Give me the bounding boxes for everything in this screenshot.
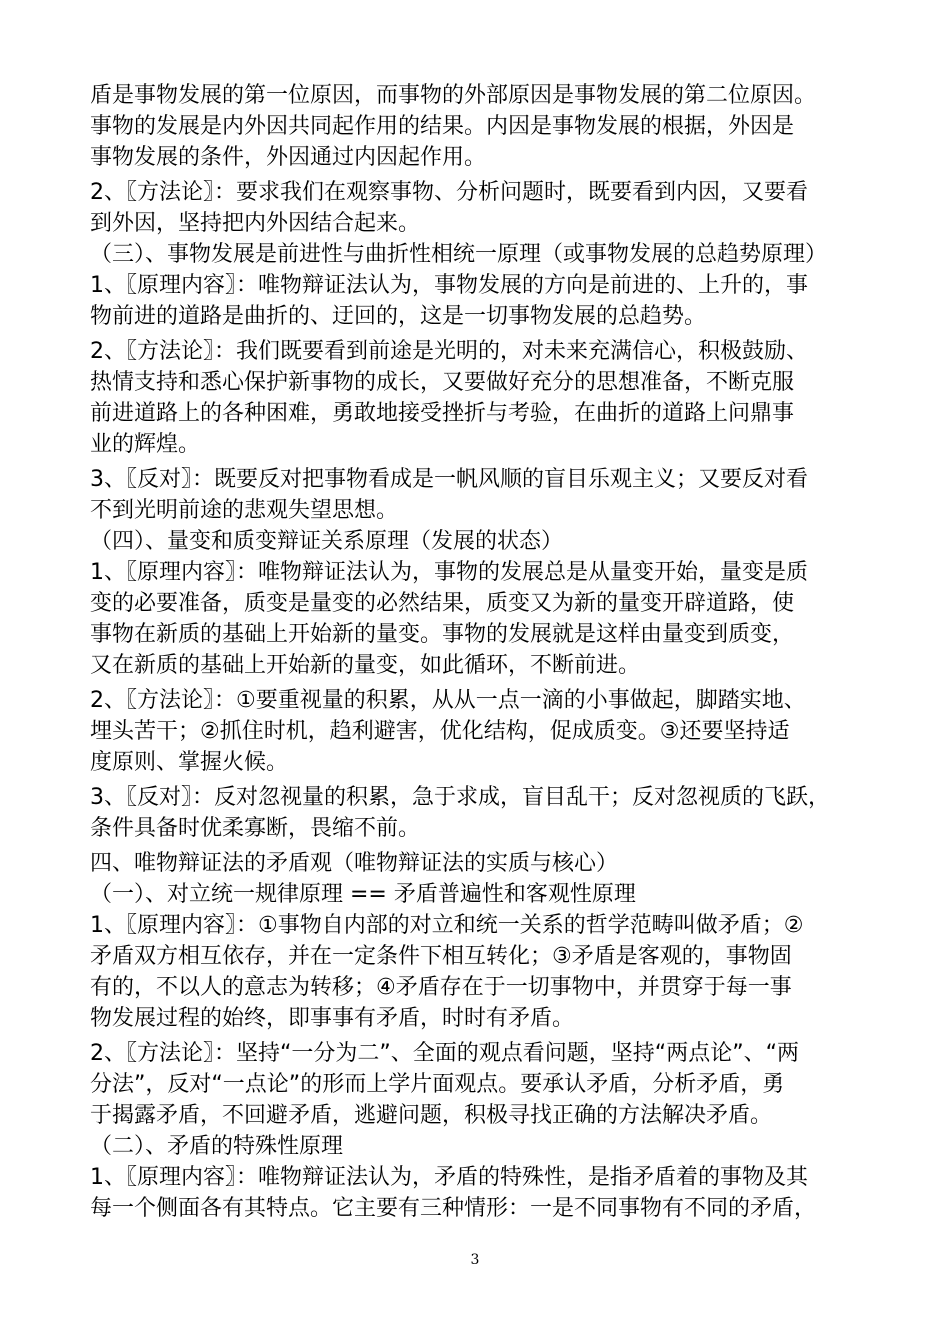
text-line: 于揭露矛盾，不回避矛盾，逃避问题，积极寻找正确的方法解决矛盾。 — [90, 1103, 773, 1128]
section-heading: （三）、事物发展是前进性与曲折性相统一原理（或事物发展的总趋势原理） — [90, 242, 828, 267]
text-line: 2、〖方法论〗：①要重视量的积累，从从一点一滴的小事做起，脚踏实地、 — [90, 688, 806, 713]
document-body — [90, 80, 870, 1224]
text-line: 事物在新质的基础上开始新的量变。事物的发展就是这样由量变到质变， — [90, 622, 795, 647]
text-line: 埋头苦干；②抓住时机，趋利避害，优化结构，促成质变。③还要坚持适 — [90, 719, 790, 744]
text-line: 盾是事物发展的第一位原因，而事物的外部原因是事物发展的第二位原因。 — [90, 83, 817, 108]
text-line: 分法”，反对“一点论”的形而上学片面观点。要承认矛盾，分析矛盾，勇 — [90, 1072, 785, 1097]
text-line: 1、〖原理内容〗：唯物辩证法认为，矛盾的特殊性，是指矛盾着的事物及其 — [90, 1165, 808, 1190]
text-line: 又在新质的基础上开始新的量变，如此循环，不断前进。 — [90, 653, 641, 678]
text-line: 有的，不以人的意志为转移；④矛盾存在于一切事物中，并贯穿于每一事 — [90, 975, 792, 1000]
text-line: 业的辉煌。 — [90, 432, 201, 457]
text-line: 每一个侧面各有其特点。它主要有三种情形：一是不同事物有不同的矛盾， — [90, 1196, 817, 1221]
text-line: 事物发展的条件，外因通过内因起作用。 — [90, 145, 487, 170]
text-line: 1、〖原理内容〗：①事物自内部的对立和统一关系的哲学范畴叫做矛盾；② — [90, 913, 804, 938]
text-line: 2、〖方法论〗：我们既要看到前途是光明的，对未来充满信心，积极鼓励、 — [90, 339, 808, 364]
section-heading: （二）、矛盾的特殊性原理 — [90, 1134, 344, 1159]
text-line: 2、〖方法论〗：坚持“一分为二”、全面的观点看问题，坚持“两点论”、“两 — [90, 1041, 799, 1066]
text-line: 3、〖反对〗：既要反对把事物看成是一帆风顺的盲目乐观主义；又要反对看 — [90, 467, 808, 492]
text-line: 条件具备时优柔寡断，畏缩不前。 — [90, 816, 421, 841]
section-heading: （一）、对立统一规律原理 == 矛盾普遍性和客观性原理 — [90, 882, 636, 907]
text-line: 1、〖原理内容〗：唯物辩证法认为，事物的发展总是从量变开始，量变是质 — [90, 560, 808, 585]
text-line: 3、〖反对〗：反对忽视量的积累，急于求成，盲目乱干；反对忽视质的飞跃， — [90, 785, 830, 810]
text-line: 事物的发展是内外因共同起作用的结果。内因是事物发展的根据，外因是 — [90, 114, 795, 139]
text-line: 物前进的道路是曲折的、迂回的，这是一切事物发展的总趋势。 — [90, 304, 707, 329]
text-line: 不到光明前途的悲观失望思想。 — [90, 498, 399, 523]
text-line: 变的必要准备，质变是量变的必然结果，质变又为新的量变开辟道路，使 — [90, 591, 795, 616]
chapter-heading: 四、唯物辩证法的矛盾观（唯物辩证法的实质与核心） — [90, 851, 619, 876]
text-line: 度原则、掌握火候。 — [90, 750, 289, 775]
text-line: 物发展过程的始终，即事事有矛盾，时时有矛盾。 — [90, 1006, 575, 1031]
text-line: 2、〖方法论〗：要求我们在观察事物、分析问题时，既要看到内因，又要看 — [90, 180, 808, 205]
text-line: 前进道路上的各种困难，勇敢地接受挫折与考验，在曲折的道路上问鼎事 — [90, 401, 795, 426]
text-line: 热情支持和悉心保护新事物的成长，又要做好充分的思想准备，不断克服 — [90, 370, 795, 395]
section-heading: （四）、量变和质变辩证关系原理（发展的状态） — [90, 529, 564, 554]
text-line: 1、〖原理内容〗：唯物辩证法认为，事物发展的方向是前进的、上升的，事 — [90, 273, 808, 298]
text-line: 到外因，坚持把内外因结合起来。 — [90, 211, 421, 236]
page-number: 3 — [470, 1252, 480, 1268]
text-line: 矛盾双方相互依存，并在一定条件下相互转化；③矛盾是客观的，事物固 — [90, 944, 792, 969]
